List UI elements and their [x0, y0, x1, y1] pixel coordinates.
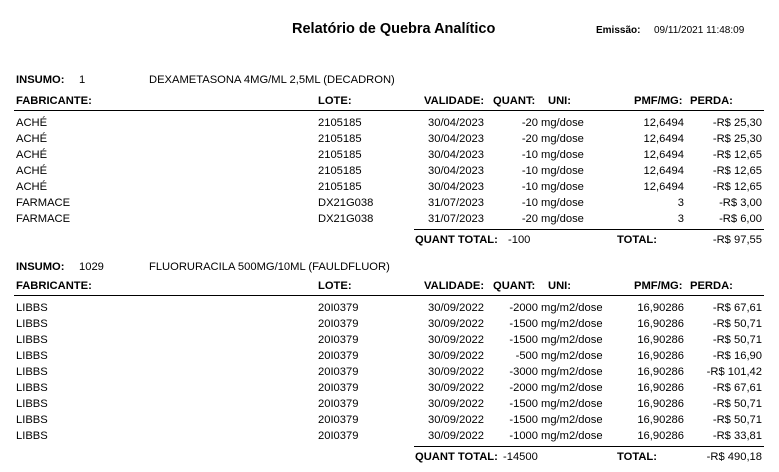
cell-pmf: 16,90286: [637, 414, 684, 426]
cell-perda: -R$ 101,42: [706, 366, 762, 378]
cell-uni: mg/m2/dose: [541, 302, 603, 314]
cell-perda: -R$ 50,71: [712, 334, 762, 346]
cell-pmf: 16,90286: [637, 382, 684, 394]
header-divider: [14, 110, 764, 111]
cell-fabricante: LIBBS: [16, 430, 48, 442]
col-uni: UNI:: [548, 280, 571, 292]
insumo-label: INSUMO:: [16, 261, 65, 273]
cell-perda: -R$ 50,71: [712, 398, 762, 410]
cell-uni: mg/dose: [541, 165, 584, 177]
col-pmf: PMF/MG:: [634, 95, 683, 107]
cell-quant: -1500: [509, 318, 538, 330]
cell-fabricante: ACHÉ: [16, 149, 48, 161]
cell-uni: mg/dose: [541, 117, 584, 129]
cell-uni: mg/m2/dose: [541, 430, 603, 442]
cell-quant: -3000: [509, 366, 538, 378]
cell-pmf: 12,6494: [643, 165, 684, 177]
total-value: -R$ 97,55: [712, 234, 762, 246]
cell-pmf: 3: [677, 197, 684, 209]
cell-quant: -1500: [509, 414, 538, 426]
cell-validade: 30/04/2023: [428, 117, 484, 129]
cell-quant: -1500: [509, 398, 538, 410]
cell-perda: -R$ 67,61: [712, 382, 762, 394]
cell-validade: 30/09/2022: [428, 318, 484, 330]
cell-validade: 30/09/2022: [428, 398, 484, 410]
cell-quant: -1000: [509, 430, 538, 442]
total-value: -R$ 490,18: [706, 451, 762, 463]
cell-lote: DX21G038: [318, 197, 374, 209]
cell-pmf: 16,90286: [637, 334, 684, 346]
cell-fabricante: ACHÉ: [16, 133, 48, 145]
cell-uni: mg/m2/dose: [541, 350, 603, 362]
cell-fabricante: LIBBS: [16, 350, 48, 362]
cell-perda: -R$ 12,65: [712, 181, 762, 193]
cell-pmf: 12,6494: [643, 117, 684, 129]
cell-pmf: 16,90286: [637, 398, 684, 410]
insumo-code: 1029: [79, 261, 104, 273]
cell-lote: 20I0379: [318, 334, 359, 346]
quant-total-value: -100: [508, 234, 531, 246]
cell-lote: 20I0379: [318, 430, 359, 442]
report-title: Relatório de Quebra Analítico: [292, 21, 496, 37]
cell-quant: -20: [521, 133, 538, 145]
cell-quant: -2000: [509, 302, 538, 314]
cell-perda: -R$ 25,30: [712, 133, 762, 145]
cell-uni: mg/m2/dose: [541, 334, 603, 346]
cell-validade: 30/09/2022: [428, 334, 484, 346]
col-lote: LOTE:: [318, 95, 352, 107]
total-label: TOTAL:: [617, 234, 657, 246]
cell-perda: -R$ 67,61: [712, 302, 762, 314]
cell-fabricante: FARMACE: [16, 197, 71, 209]
cell-fabricante: LIBBS: [16, 398, 48, 410]
cell-pmf: 12,6494: [643, 149, 684, 161]
col-validade: VALIDADE:: [424, 95, 485, 107]
cell-validade: 30/09/2022: [428, 430, 484, 442]
cell-perda: -R$ 3,00: [719, 197, 762, 209]
quant-total-label: QUANT TOTAL:: [415, 234, 498, 246]
col-perda: PERDA:: [690, 95, 733, 107]
cell-quant: -10: [521, 181, 538, 193]
cell-validade: 30/04/2023: [428, 181, 484, 193]
cell-validade: 30/04/2023: [428, 133, 484, 145]
cell-fabricante: LIBBS: [16, 414, 48, 426]
cell-pmf: 16,90286: [637, 318, 684, 330]
cell-pmf: 3: [677, 213, 684, 225]
col-lote: LOTE:: [318, 280, 352, 292]
cell-lote: 2105185: [318, 165, 362, 177]
cell-fabricante: FARMACE: [16, 213, 71, 225]
cell-fabricante: ACHÉ: [16, 181, 48, 193]
cell-validade: 30/04/2023: [428, 165, 484, 177]
cell-fabricante: ACHÉ: [16, 117, 48, 129]
cell-fabricante: LIBBS: [16, 302, 48, 314]
col-pmf: PMF/MG:: [634, 280, 683, 292]
cell-uni: mg/dose: [541, 213, 584, 225]
cell-pmf: 16,90286: [637, 366, 684, 378]
cell-quant: -20: [521, 117, 538, 129]
cell-perda: -R$ 33,81: [712, 430, 762, 442]
cell-lote: 20I0379: [318, 398, 359, 410]
insumo-name: FLUORURACILA 500MG/10ML (FAULDFLUOR): [149, 261, 390, 273]
total-label: TOTAL:: [617, 451, 657, 463]
insumo-label: INSUMO:: [16, 74, 65, 86]
cell-uni: mg/dose: [541, 197, 584, 209]
cell-validade: 30/09/2022: [428, 302, 484, 314]
col-fabricante: FABRICANTE:: [16, 95, 92, 107]
cell-lote: 20I0379: [318, 350, 359, 362]
cell-lote: DX21G038: [318, 213, 374, 225]
cell-lote: 20I0379: [318, 382, 359, 394]
col-fabricante: FABRICANTE:: [16, 280, 92, 292]
cell-uni: mg/m2/dose: [541, 318, 603, 330]
emissao-label: Emissão:: [596, 25, 641, 36]
cell-fabricante: ACHÉ: [16, 165, 48, 177]
cell-pmf: 16,90286: [637, 350, 684, 362]
cell-perda: -R$ 50,71: [712, 414, 762, 426]
cell-quant: -500: [515, 350, 538, 362]
col-validade: VALIDADE:: [424, 280, 485, 292]
cell-fabricante: LIBBS: [16, 334, 48, 346]
cell-fabricante: LIBBS: [16, 318, 48, 330]
cell-validade: 30/04/2023: [428, 149, 484, 161]
cell-fabricante: LIBBS: [16, 366, 48, 378]
col-quant: QUANT:: [493, 95, 536, 107]
cell-uni: mg/dose: [541, 133, 584, 145]
cell-quant: -10: [521, 165, 538, 177]
cell-uni: mg/m2/dose: [541, 366, 603, 378]
cell-pmf: 12,6494: [643, 181, 684, 193]
cell-lote: 20I0379: [318, 414, 359, 426]
col-uni: UNI:: [548, 95, 571, 107]
cell-perda: -R$ 12,65: [712, 149, 762, 161]
col-perda: PERDA:: [690, 280, 733, 292]
cell-validade: 30/09/2022: [428, 414, 484, 426]
quant-total-value: -14500: [503, 451, 538, 463]
total-divider: [414, 229, 764, 230]
cell-uni: mg/m2/dose: [541, 382, 603, 394]
cell-pmf: 16,90286: [637, 302, 684, 314]
cell-lote: 20I0379: [318, 318, 359, 330]
cell-quant: -20: [521, 213, 538, 225]
cell-quant: -2000: [509, 382, 538, 394]
header-divider: [14, 295, 764, 296]
cell-perda: -R$ 25,30: [712, 117, 762, 129]
cell-validade: 30/09/2022: [428, 366, 484, 378]
cell-pmf: 16,90286: [637, 430, 684, 442]
cell-lote: 2105185: [318, 181, 362, 193]
cell-lote: 20I0379: [318, 366, 359, 378]
cell-uni: mg/dose: [541, 181, 584, 193]
cell-lote: 2105185: [318, 133, 362, 145]
cell-quant: -1500: [509, 334, 538, 346]
cell-lote: 2105185: [318, 117, 362, 129]
total-divider: [414, 446, 764, 447]
cell-pmf: 12,6494: [643, 133, 684, 145]
cell-lote: 2105185: [318, 149, 362, 161]
cell-uni: mg/dose: [541, 149, 584, 161]
cell-fabricante: LIBBS: [16, 382, 48, 394]
cell-perda: -R$ 50,71: [712, 318, 762, 330]
cell-perda: -R$ 6,00: [719, 213, 762, 225]
insumo-code: 1: [79, 74, 86, 86]
cell-validade: 30/09/2022: [428, 350, 484, 362]
cell-quant: -10: [521, 197, 538, 209]
cell-perda: -R$ 12,65: [712, 165, 762, 177]
cell-quant: -10: [521, 149, 538, 161]
emissao-value: 09/11/2021 11:48:09: [654, 25, 745, 36]
cell-uni: mg/m2/dose: [541, 398, 603, 410]
cell-validade: 31/07/2023: [428, 197, 484, 209]
cell-validade: 31/07/2023: [428, 213, 484, 225]
cell-uni: mg/m2/dose: [541, 414, 603, 426]
cell-validade: 30/09/2022: [428, 382, 484, 394]
insumo-name: DEXAMETASONA 4MG/ML 2,5ML (DECADRON): [149, 74, 395, 86]
cell-lote: 20I0379: [318, 302, 359, 314]
col-quant: QUANT:: [493, 280, 536, 292]
quant-total-label: QUANT TOTAL:: [415, 451, 498, 463]
cell-perda: -R$ 16,90: [712, 350, 762, 362]
